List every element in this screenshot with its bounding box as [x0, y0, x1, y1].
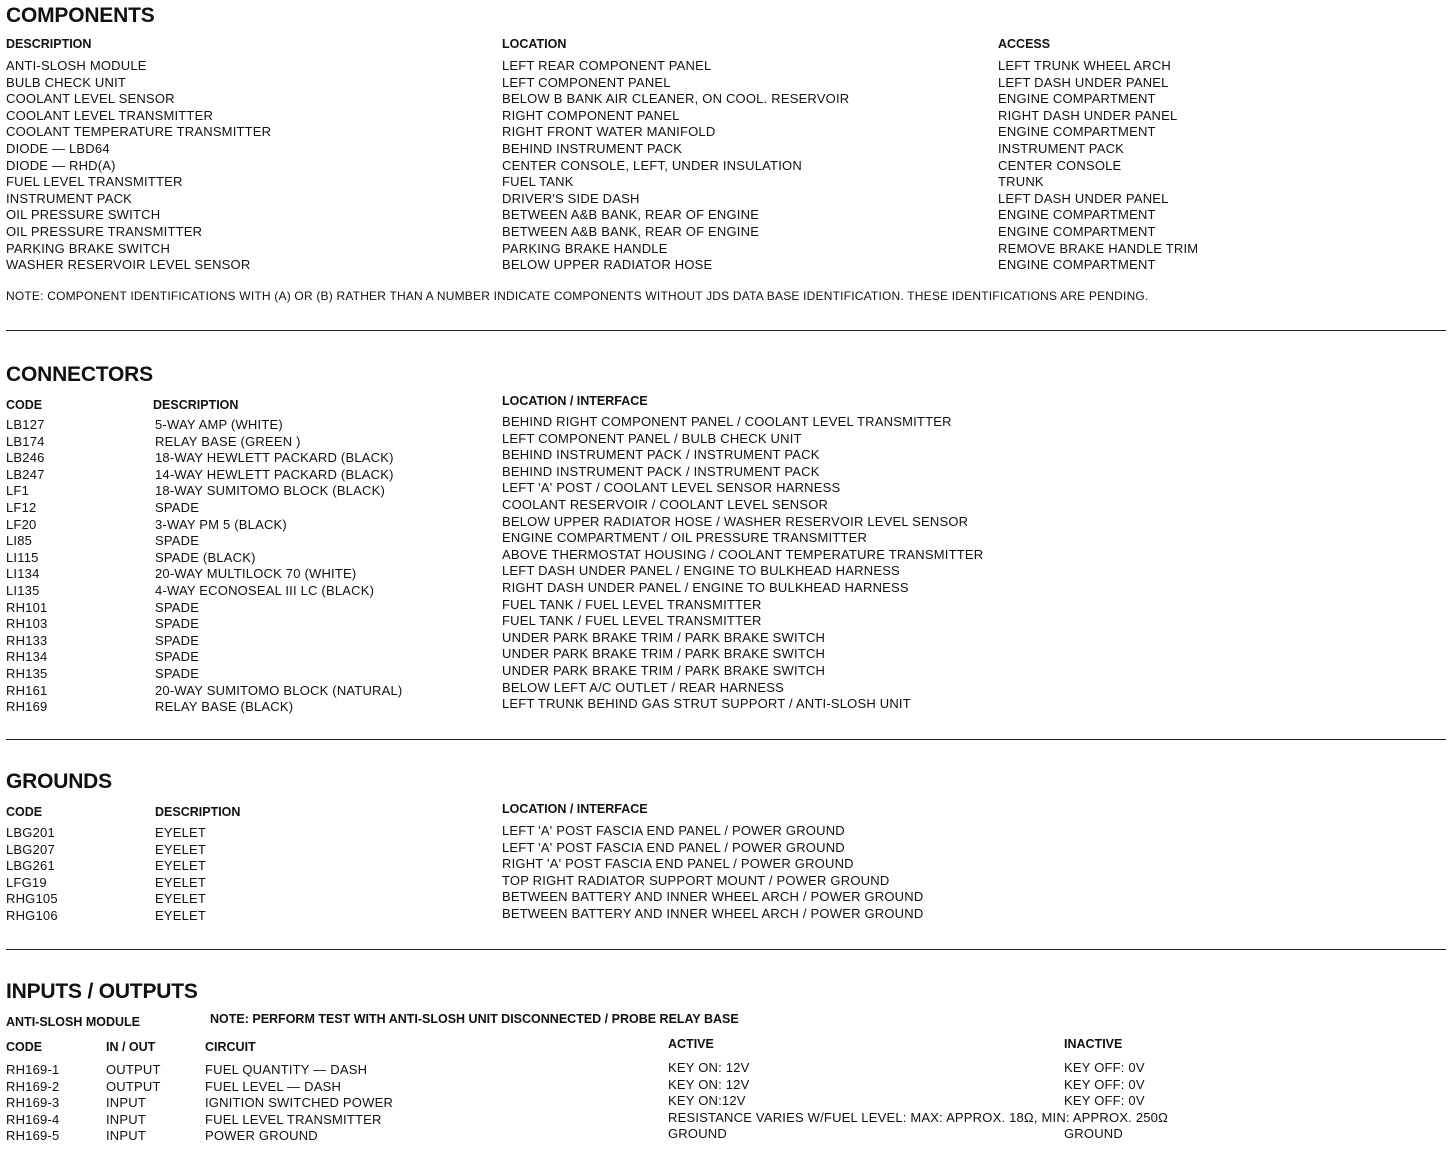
cell-location: LEFT DASH UNDER PANEL / ENGINE TO BULKHEAD HARNESS	[502, 563, 900, 579]
cell-description: COOLANT LEVEL SENSOR	[6, 91, 175, 107]
cell-code: RH133	[6, 632, 48, 648]
cell-location: BEHIND INSTRUMENT PACK / INSTRUMENT PACK	[502, 447, 820, 463]
cell-description: SPADE	[155, 616, 200, 632]
cell-inout: INPUT	[106, 1128, 146, 1144]
cell-circuit: IGNITION SWITCHED POWER	[205, 1095, 394, 1111]
cell-description: 3-WAY PM 5 (BLACK)	[155, 516, 287, 532]
cell-code: LI135	[6, 583, 40, 598]
cell-code: LFG19	[6, 874, 47, 890]
cell-location: BEHIND INSTRUMENT PACK	[502, 141, 683, 156]
cell-circuit: FUEL QUANTITY — DASH	[205, 1062, 368, 1077]
cell-access: RIGHT DASH UNDER PANEL	[998, 107, 1178, 123]
cell-access: ENGINE COMPARTMENT	[998, 124, 1156, 140]
cell-code: RH169-1	[6, 1062, 60, 1077]
cell-code: LB246	[6, 450, 45, 466]
cell-code: RHG106	[6, 908, 58, 923]
cell-description: 18-WAY SUMITOMO BLOCK (BLACK)	[155, 483, 385, 499]
cell-description: EYELET	[155, 841, 207, 857]
components-header-description: DESCRIPTION	[6, 37, 92, 51]
cell-code: RH169	[6, 699, 48, 715]
cell-active: GROUND	[668, 1126, 727, 1142]
cell-code: RH101	[6, 599, 48, 615]
connectors-header-code: CODE	[6, 398, 43, 412]
components-header-access: ACCESS	[998, 37, 1051, 51]
cell-description: FUEL LEVEL TRANSMITTER	[6, 174, 183, 190]
io-header-inactive: INACTIVE	[1064, 1037, 1123, 1051]
connectors-header-location: LOCATION / INTERFACE	[502, 394, 648, 408]
cell-location: RIGHT COMPONENT PANEL	[502, 107, 680, 123]
cell-access: LEFT DASH UNDER PANEL	[998, 74, 1169, 90]
cell-access: CENTER CONSOLE	[998, 157, 1122, 173]
cell-access: LEFT DASH UNDER PANEL	[998, 190, 1169, 206]
cell-description: 20-WAY SUMITOMO BLOCK (NATURAL)	[155, 682, 403, 698]
cell-code: RH169-4	[6, 1111, 60, 1127]
io-module-label: ANTI-SLOSH MODULE	[6, 1015, 141, 1029]
cell-description: RELAY BASE (BLACK)	[155, 699, 294, 715]
cell-code: RHG105	[6, 891, 58, 907]
cell-code: RH169-2	[6, 1078, 60, 1094]
cell-location: BEHIND INSTRUMENT PACK / INSTRUMENT PACK	[502, 463, 820, 479]
cell-location: LEFT REAR COMPONENT PANEL	[502, 58, 712, 73]
cell-location: FUEL TANK	[502, 174, 574, 190]
cell-description: SPADE	[155, 533, 200, 549]
cell-description: SPADE	[155, 599, 200, 615]
cell-description: SPADE	[155, 500, 200, 515]
cell-access: LEFT TRUNK WHEEL ARCH	[998, 58, 1171, 73]
cell-inout: INPUT	[106, 1095, 146, 1111]
grounds-header-location: LOCATION / INTERFACE	[502, 802, 648, 816]
cell-circuit: FUEL LEVEL — DASH	[205, 1078, 342, 1094]
cell-description: EYELET	[155, 908, 207, 923]
cell-location: CENTER CONSOLE, LEFT, UNDER INSULATION	[502, 157, 802, 173]
cell-location: RIGHT 'A' POST FASCIA END PANEL / POWER GROUND	[502, 856, 854, 872]
connectors-header-description: DESCRIPTION	[153, 398, 239, 412]
cell-description: OIL PRESSURE TRANSMITTER	[6, 224, 203, 239]
cell-location: DRIVER'S SIDE DASH	[502, 190, 640, 206]
cell-inout: OUTPUT	[106, 1062, 161, 1077]
cell-inactive: KEY OFF: 0V	[1064, 1093, 1145, 1109]
cell-description: WASHER RESERVOIR LEVEL SENSOR	[6, 257, 251, 273]
cell-code: LF1	[6, 483, 30, 499]
cell-code: LB127	[6, 417, 45, 432]
cell-active: RESISTANCE VARIES W/FUEL LEVEL: MAX: APPROX. 18Ω, MIN: APPROX. 250Ω	[668, 1109, 1169, 1125]
cell-description: EYELET	[155, 858, 207, 874]
cell-code: RH169-3	[6, 1095, 60, 1111]
cell-code: LI134	[6, 566, 40, 582]
cell-location: BELOW B BANK AIR CLEANER, ON COOL. RESERVOIR	[502, 91, 850, 107]
cell-description: EYELET	[155, 891, 207, 907]
cell-location: BELOW UPPER RADIATOR HOSE / WASHER RESERVOIR LEVEL SENSOR	[502, 513, 969, 529]
cell-active: KEY ON: 12V	[668, 1076, 750, 1092]
cell-code: LBG261	[6, 858, 55, 874]
cell-location: BETWEEN BATTERY AND INNER WHEEL ARCH / POWER GROUND	[502, 889, 924, 905]
cell-active: KEY ON:12V	[668, 1093, 746, 1109]
cell-description: EYELET	[155, 874, 207, 890]
cell-location: PARKING BRAKE HANDLE	[502, 240, 668, 256]
cell-access: ENGINE COMPARTMENT	[998, 224, 1156, 239]
cell-access: REMOVE BRAKE HANDLE TRIM	[998, 240, 1199, 256]
cell-code: LBG207	[6, 841, 55, 857]
cell-description: COOLANT TEMPERATURE TRANSMITTER	[6, 124, 272, 140]
cell-location: RIGHT DASH UNDER PANEL / ENGINE TO BULKHEAD HARNESS	[502, 580, 909, 595]
components-note: NOTE: COMPONENT IDENTIFICATIONS WITH (A) OR (B) RATHER THAN A NUMBER INDICATE COMPONENTS WITHOUT JDS DATA BASE IDENTIFICATION. THESE IDENTIFICATIONS ARE PENDING.	[6, 289, 1149, 303]
cell-description: BULB CHECK UNIT	[6, 74, 127, 90]
cell-code: RH103	[6, 616, 48, 632]
components-header-location: LOCATION	[502, 37, 567, 51]
connectors-title: CONNECTORS	[6, 363, 153, 386]
cell-code: LF12	[6, 500, 37, 515]
cell-location: BELOW LEFT A/C OUTLET / REAR HARNESS	[502, 679, 784, 695]
grounds-header-description: DESCRIPTION	[155, 805, 241, 819]
cell-inout: OUTPUT	[106, 1078, 161, 1094]
cell-location: LEFT COMPONENT PANEL / BULB CHECK UNIT	[502, 430, 802, 446]
cell-code: RH161	[6, 682, 48, 698]
cell-description: DIODE — RHD(A)	[6, 157, 116, 173]
cell-location: BETWEEN BATTERY AND INNER WHEEL ARCH / POWER GROUND	[502, 906, 924, 921]
cell-code: RH134	[6, 649, 48, 665]
cell-code: LI85	[6, 533, 33, 549]
cell-description: RELAY BASE (GREEN )	[155, 433, 301, 449]
cell-location: BETWEEN A&B BANK, REAR OF ENGINE	[502, 207, 760, 223]
cell-inactive: KEY OFF: 0V	[1064, 1076, 1145, 1092]
cell-code: LBG201	[6, 825, 55, 840]
cell-location: BELOW UPPER RADIATOR HOSE	[502, 257, 713, 273]
cell-access: ENGINE COMPARTMENT	[998, 207, 1156, 223]
cell-description: OIL PRESSURE SWITCH	[6, 207, 161, 223]
cell-description: EYELET	[155, 825, 207, 840]
cell-description: SPADE	[155, 649, 200, 665]
cell-description: 18-WAY HEWLETT PACKARD (BLACK)	[155, 450, 394, 466]
cell-location: LEFT 'A' POST / COOLANT LEVEL SENSOR HARNESS	[502, 480, 841, 496]
cell-code: RH135	[6, 666, 48, 681]
grounds-title: GROUNDS	[6, 770, 112, 793]
cell-circuit: POWER GROUND	[205, 1128, 318, 1144]
cell-access: INSTRUMENT PACK	[998, 141, 1125, 156]
io-header-code: CODE	[6, 1040, 43, 1054]
cell-description: SPADE (BLACK)	[155, 549, 256, 565]
cell-location: BEHIND RIGHT COMPONENT PANEL / COOLANT LEVEL TRANSMITTER	[502, 414, 952, 429]
cell-location: ABOVE THERMOSTAT HOUSING / COOLANT TEMPERATURE TRANSMITTER	[502, 546, 984, 562]
cell-location: RIGHT FRONT WATER MANIFOLD	[502, 124, 716, 140]
cell-inactive: GROUND	[1064, 1126, 1123, 1142]
cell-access: ENGINE COMPARTMENT	[998, 91, 1156, 107]
cell-code: LB174	[6, 433, 45, 449]
cell-access: ENGINE COMPARTMENT	[998, 257, 1156, 273]
cell-description: ANTI-SLOSH MODULE	[6, 58, 147, 73]
cell-active: KEY ON: 12V	[668, 1060, 750, 1075]
cell-inactive: KEY OFF: 0V	[1064, 1060, 1145, 1075]
io-header-inout: IN / OUT	[106, 1040, 156, 1054]
cell-location: UNDER PARK BRAKE TRIM / PARK BRAKE SWITCH	[502, 646, 826, 662]
cell-code: RH169-5	[6, 1128, 60, 1144]
section-divider	[6, 330, 1446, 331]
cell-description: INSTRUMENT PACK	[6, 190, 133, 206]
cell-location: UNDER PARK BRAKE TRIM / PARK BRAKE SWITCH	[502, 629, 826, 645]
cell-location: LEFT TRUNK BEHIND GAS STRUT SUPPORT / ANTI-SLOSH UNIT	[502, 696, 911, 712]
section-divider	[6, 949, 1446, 950]
cell-description: PARKING BRAKE SWITCH	[6, 240, 171, 256]
cell-location: UNDER PARK BRAKE TRIM / PARK BRAKE SWITCH	[502, 663, 826, 678]
cell-description: SPADE	[155, 632, 200, 648]
cell-location: FUEL TANK / FUEL LEVEL TRANSMITTER	[502, 613, 762, 629]
cell-description: COOLANT LEVEL TRANSMITTER	[6, 107, 214, 123]
io-header-active: ACTIVE	[668, 1037, 714, 1051]
cell-inout: INPUT	[106, 1111, 146, 1127]
cell-description: SPADE	[155, 666, 200, 681]
cell-code: LF20	[6, 516, 37, 532]
cell-location: ENGINE COMPARTMENT / OIL PRESSURE TRANSMITTER	[502, 530, 868, 546]
cell-location: LEFT 'A' POST FASCIA END PANEL / POWER GROUND	[502, 823, 845, 838]
cell-location: BETWEEN A&B BANK, REAR OF ENGINE	[502, 224, 760, 239]
cell-circuit: FUEL LEVEL TRANSMITTER	[205, 1111, 382, 1127]
cell-code: LI115	[6, 549, 39, 565]
cell-location: COOLANT RESERVOIR / COOLANT LEVEL SENSOR	[502, 497, 829, 512]
cell-location: LEFT 'A' POST FASCIA END PANEL / POWER GROUND	[502, 839, 845, 855]
cell-description: 4-WAY ECONOSEAL III LC (BLACK)	[155, 583, 375, 598]
cell-location: TOP RIGHT RADIATOR SUPPORT MOUNT / POWER GROUND	[502, 872, 890, 888]
components-title: COMPONENTS	[6, 4, 155, 27]
cell-description: DIODE — LBD64	[6, 141, 110, 156]
section-divider	[6, 739, 1446, 740]
cell-code: LB247	[6, 466, 45, 482]
io-header-circuit: CIRCUIT	[205, 1040, 256, 1054]
cell-location: FUEL TANK / FUEL LEVEL TRANSMITTER	[502, 596, 762, 612]
cell-location: LEFT COMPONENT PANEL	[502, 74, 671, 90]
io-title: INPUTS / OUTPUTS	[6, 980, 198, 1003]
grounds-header-code: CODE	[6, 805, 43, 819]
io-note: NOTE: PERFORM TEST WITH ANTI-SLOSH UNIT DISCONNECTED / PROBE RELAY BASE	[210, 1012, 739, 1026]
cell-description: 14-WAY HEWLETT PACKARD (BLACK)	[155, 466, 394, 482]
cell-description: 20-WAY MULTILOCK 70 (WHITE)	[155, 566, 357, 582]
cell-description: 5-WAY AMP (WHITE)	[155, 417, 283, 432]
cell-access: TRUNK	[998, 174, 1044, 190]
